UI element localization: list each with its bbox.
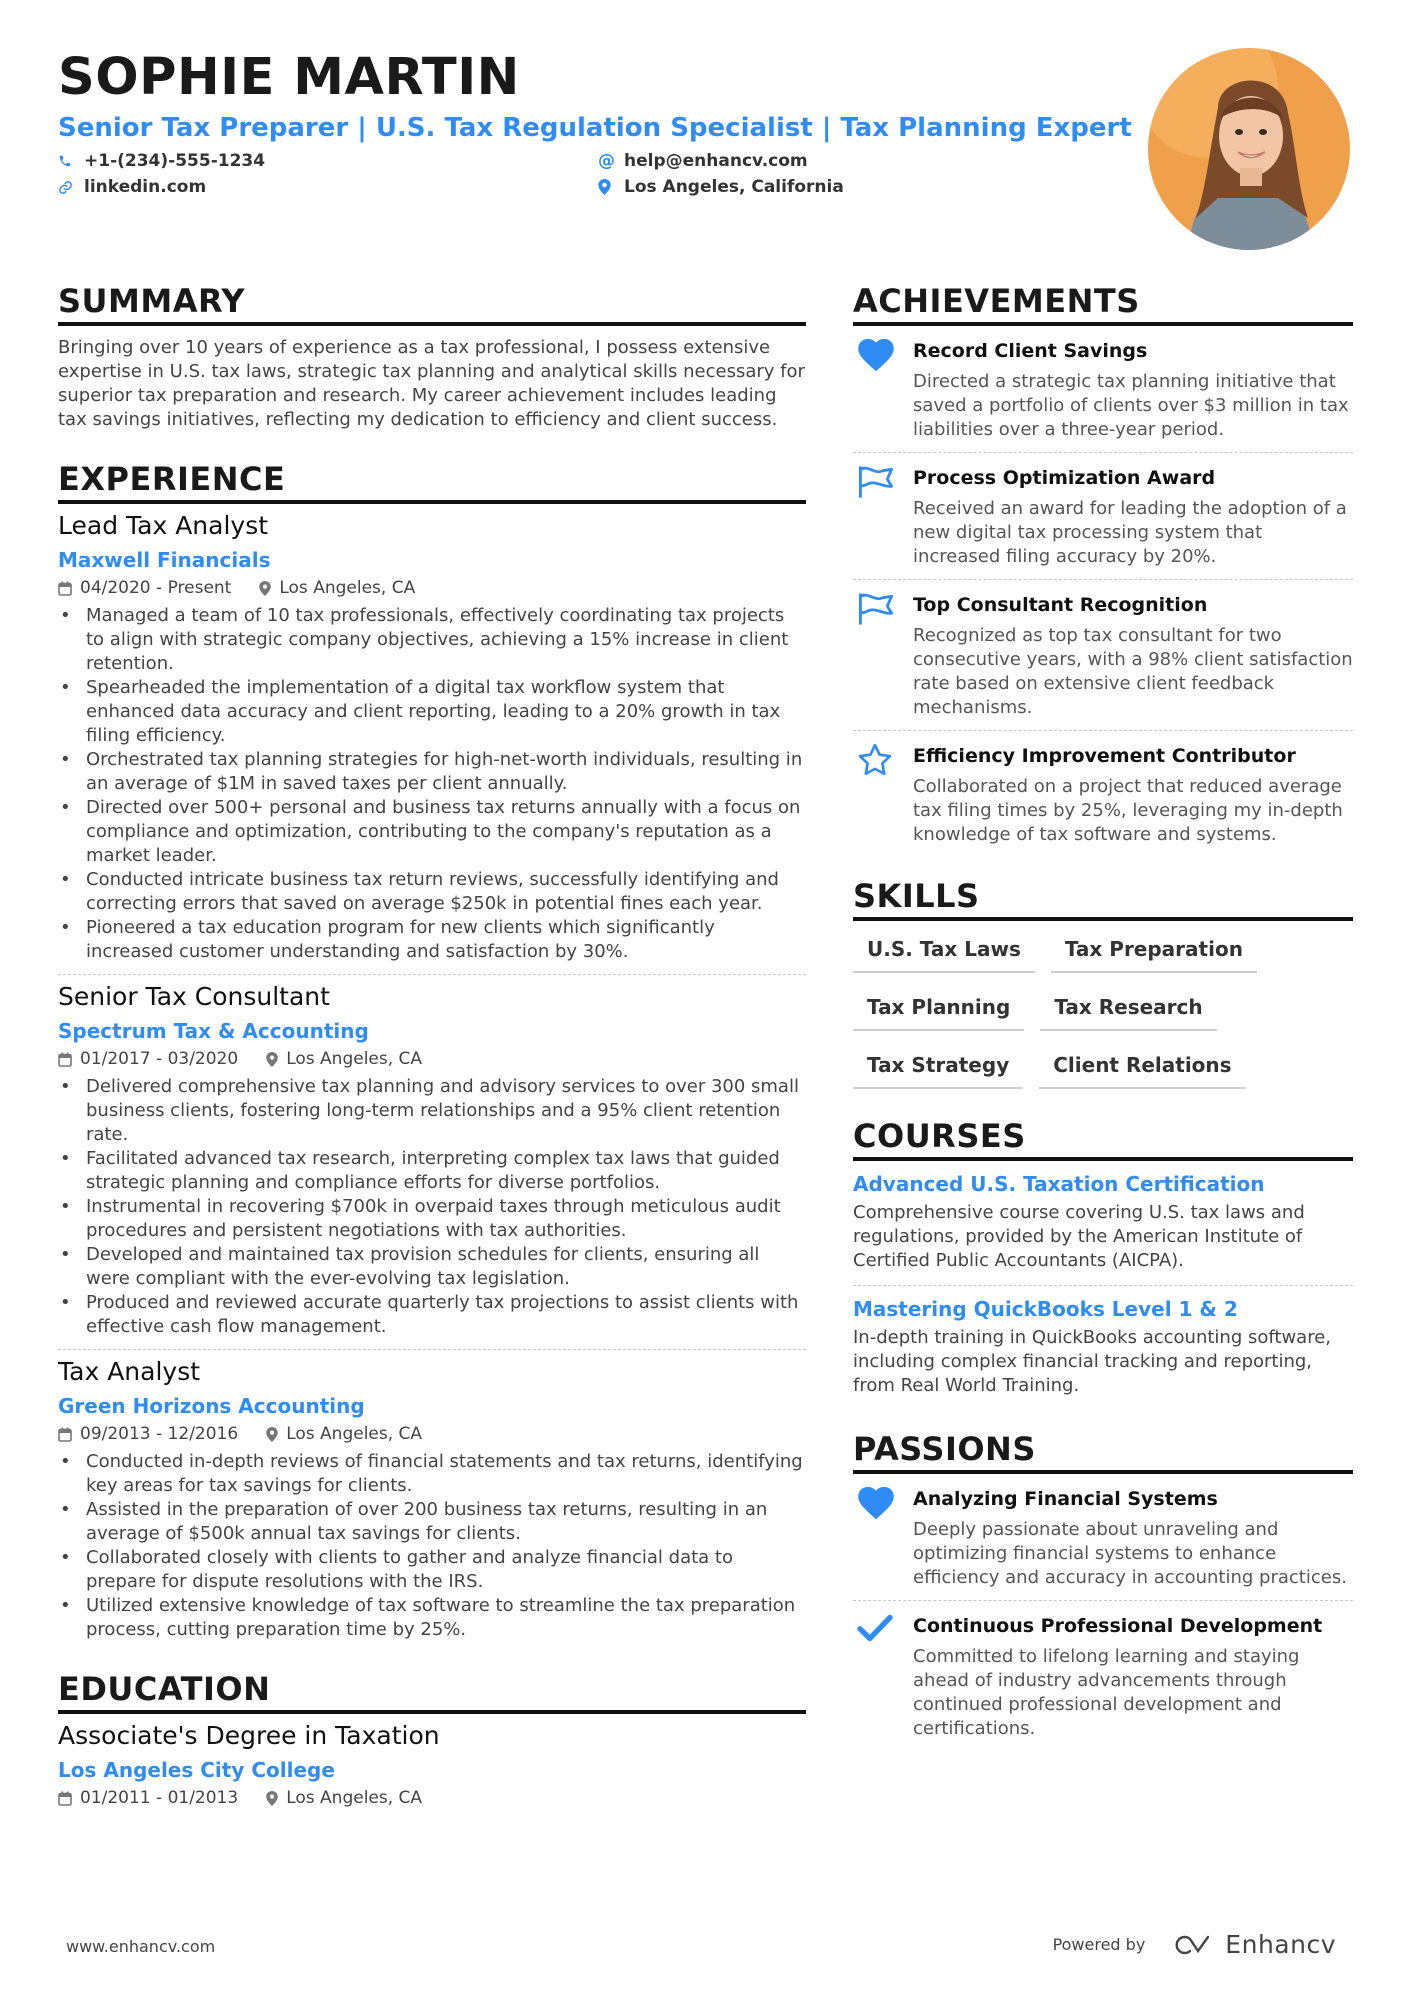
courses-section <box>853 1117 1353 1410</box>
contact-linkedin[interactable] <box>58 176 598 198</box>
profile-photo <box>1148 48 1350 250</box>
powered-by-label: Powered by <box>1052 1935 1146 1954</box>
location-pin-icon <box>266 1791 278 1806</box>
contact-phone <box>58 150 598 172</box>
skills-list <box>853 935 1353 1109</box>
job-title: Tax Analyst <box>58 1357 201 1386</box>
heart-icon <box>853 338 913 442</box>
job-bullets <box>58 604 806 964</box>
bullet-item: • Assisted in the preparation of over 200 business tax returns, resulting in an average of $500k annual tax savings for clients. <box>58 1498 806 1546</box>
brand-logo[interactable] <box>1171 1930 1336 1959</box>
bullet-item: • Orchestrated tax planning strategies for high-net-worth individuals, resulting in an average of $1M in saved taxes per client annually. <box>58 748 806 796</box>
company-name: Spectrum Tax & Accounting <box>58 1019 369 1043</box>
location-text: Los Angeles, California <box>624 177 844 197</box>
course-desc: Comprehensive course covering U.S. tax laws and regulations, provided by the American Institute of Certified Public Accountants (AICPA). <box>853 1202 1305 1271</box>
job-title: Lead Tax Analyst <box>58 511 269 540</box>
bullet-item: • Utilized extensive knowledge of tax software to streamline the tax preparation process, cutting preparation time by 25%. <box>58 1594 806 1642</box>
bullet-item: • Delivered comprehensive tax planning and advisory services to over 300 small business clients, fostering long-term relationships and a 95% client retention rate. <box>58 1075 806 1147</box>
calendar-icon <box>58 1791 72 1806</box>
flag-icon <box>853 465 913 569</box>
experience-section <box>58 460 806 1652</box>
bullet-item: • Collaborated closely with clients to gather and analyze financial data to prepare for dispute resolutions with the IRS. <box>58 1546 806 1594</box>
skill-tag: Tax Planning <box>853 993 1024 1031</box>
calendar-icon <box>58 1052 72 1067</box>
course-title: Mastering QuickBooks Level 1 & 2 <box>853 1297 1238 1321</box>
passion-item <box>853 1601 1353 1751</box>
contact-email[interactable] <box>598 150 998 172</box>
education-meta <box>58 1786 806 1810</box>
school-name: Los Angeles City College <box>58 1758 335 1782</box>
section-title: SUMMARY <box>58 282 806 326</box>
job-bullets <box>58 1075 806 1339</box>
location-pin-icon <box>266 1427 278 1442</box>
job-location: Los Angeles, CA <box>286 1424 423 1444</box>
achievement-title: Process Optimization Award <box>913 467 1216 489</box>
bullet-item: • Conducted intricate business tax return reviews, successfully identifying and correcting errors that saved on average $250k in potential fines each year. <box>58 868 806 916</box>
passion-item <box>853 1474 1353 1601</box>
email-text[interactable]: help@enhancv.com <box>624 151 808 171</box>
passions-section <box>853 1430 1353 1751</box>
skill-tag: Tax Strategy <box>853 1051 1023 1089</box>
passion-desc: Deeply passionate about unraveling and optimizing financial systems to enhance efficiency and accuracy in accounting practices. <box>913 1519 1347 1588</box>
location-pin-icon <box>259 581 271 596</box>
achievement-title: Top Consultant Recognition <box>913 594 1208 616</box>
contact-location <box>598 176 998 198</box>
bullet-item: • Produced and reviewed accurate quarterly tax projections to assist clients with effective cash flow management. <box>58 1291 806 1339</box>
summary-section <box>58 282 806 432</box>
link-icon <box>58 180 80 195</box>
section-title: ACHIEVEMENTS <box>853 282 1353 326</box>
achievement-title: Record Client Savings <box>913 340 1148 362</box>
skill-tag: Client Relations <box>1039 1051 1245 1089</box>
job-entry <box>58 1350 806 1652</box>
achievement-item <box>853 453 1353 580</box>
skill-tag: Tax Research <box>1040 993 1216 1031</box>
section-title: COURSES <box>853 1117 1353 1161</box>
job-title: Senior Tax Consultant <box>58 982 330 1011</box>
job-meta <box>58 576 806 600</box>
education-dates: 01/2011 - 01/2013 <box>80 1788 239 1808</box>
education-section <box>58 1670 806 1820</box>
checkmark-icon <box>853 1613 913 1741</box>
bullet-item: • Directed over 500+ personal and business tax returns annually with a focus on compliance and optimization, contributing to the company's reputation as a market leader. <box>58 796 806 868</box>
passion-title: Continuous Professional Development <box>913 1615 1323 1637</box>
bullet-item: • Facilitated advanced tax research, interpreting complex tax laws that guided strategic planning and compliance efforts for diverse portfolios. <box>58 1147 806 1195</box>
job-dates: 04/2020 - Present <box>80 578 232 598</box>
achievement-desc: Received an award for leading the adoption of a new digital tax processing system that increased filing accuracy by 20%. <box>913 498 1347 567</box>
phone-text: +1-(234)-555-1234 <box>84 151 266 171</box>
at-icon: @ <box>598 151 615 171</box>
job-meta <box>58 1047 806 1071</box>
passion-title: Analyzing Financial Systems <box>913 1488 1218 1510</box>
flag-icon <box>853 592 913 720</box>
achievement-title: Efficiency Improvement Contributor <box>913 745 1296 767</box>
skill-tag: Tax Preparation <box>1051 935 1257 973</box>
job-location: Los Angeles, CA <box>279 578 416 598</box>
star-icon <box>853 743 913 847</box>
course-item <box>853 1286 1353 1410</box>
headline: Senior Tax Preparer | U.S. Tax Regulation Specialist | Tax Planning Expert <box>58 113 1132 143</box>
achievement-desc: Collaborated on a project that reduced average tax filing times by 25%, leveraging my in-depth knowledge of tax software and systems. <box>913 776 1343 845</box>
job-meta <box>58 1422 806 1446</box>
bullet-item: • Spearheaded the implementation of a digital tax workflow system that enhanced data accuracy and client reporting, leading to a 20% growth in tax filing efficiency. <box>58 676 806 748</box>
achievement-item <box>853 731 1353 857</box>
linkedin-text[interactable]: linkedin.com <box>84 177 207 197</box>
course-title: Advanced U.S. Taxation Certification <box>853 1172 1265 1196</box>
job-entry <box>58 975 806 1350</box>
right-column <box>853 282 1353 1848</box>
left-column <box>58 282 806 1848</box>
heart-icon <box>853 1486 913 1590</box>
job-dates: 09/2013 - 12/2016 <box>80 1424 239 1444</box>
section-title: SKILLS <box>853 877 1353 921</box>
degree-title: Associate's Degree in Taxation <box>58 1721 440 1750</box>
brand-name: Enhancv <box>1225 1930 1336 1959</box>
bullet-item: • Managed a team of 10 tax professionals, effectively coordinating tax projects to align with strategic company objectives, achieving a 15% increase in client retention. <box>58 604 806 676</box>
bullet-item: • Instrumental in recovering $700k in overpaid taxes through meticulous audit procedures and persistent negotiations with tax authorities. <box>58 1195 806 1243</box>
section-title: EXPERIENCE <box>58 460 806 504</box>
job-bullets <box>58 1450 806 1642</box>
candidate-name: SOPHIE MARTIN <box>58 48 520 107</box>
footer-branding[interactable] <box>1053 1930 1336 1959</box>
phone-icon <box>58 154 80 168</box>
job-entry <box>58 504 806 975</box>
job-location: Los Angeles, CA <box>286 1049 423 1069</box>
location-pin-icon <box>266 1052 278 1067</box>
achievement-desc: Directed a strategic tax planning initiative that saved a portfolio of clients over $3 million in tax liabilities over a three-year period. <box>913 371 1349 440</box>
education-entry <box>58 1714 806 1820</box>
skills-section <box>853 877 1353 1109</box>
section-title: PASSIONS <box>853 1430 1353 1474</box>
achievement-item <box>853 326 1353 453</box>
job-dates: 01/2017 - 03/2020 <box>80 1049 239 1069</box>
enhancv-logo-icon <box>1171 1934 1217 1956</box>
bullet-item: • Pioneered a tax education program for new clients which significantly increased customer understanding and satisfaction by 30%. <box>58 916 806 964</box>
course-item <box>853 1161 1353 1286</box>
passion-desc: Committed to lifelong learning and staying ahead of industry advancements through continued professional development and certifications. <box>913 1646 1300 1739</box>
education-location: Los Angeles, CA <box>286 1788 423 1808</box>
course-desc: In-depth training in QuickBooks accounting software, including complex financial tracking and reporting, from Real World Training. <box>853 1327 1331 1396</box>
bullet-item: • Developed and maintained tax provision schedules for clients, ensuring all were compliant with the ever-evolving tax legislation. <box>58 1243 806 1291</box>
location-pin-icon <box>598 179 620 195</box>
calendar-icon <box>58 1427 72 1442</box>
achievement-desc: Recognized as top tax consultant for two consecutive years, with a 98% client satisfaction rate based on extensive client feedback mechanisms. <box>913 625 1353 718</box>
company-name: Maxwell Financials <box>58 548 271 572</box>
company-name: Green Horizons Accounting <box>58 1394 365 1418</box>
achievements-section <box>853 282 1353 857</box>
calendar-icon <box>58 581 72 596</box>
achievement-item <box>853 580 1353 731</box>
summary-text: Bringing over 10 years of experience as a tax professional, I possess extensive expertise in U.S. tax laws, strategic tax planning and analytical skills necessary for superior tax preparation and research. My career achievement includes leading tax savings initiatives, reflecting my dedication to efficiency and client success. <box>58 337 805 430</box>
footer-website[interactable]: www.enhancv.com <box>66 1937 216 1956</box>
section-title: EDUCATION <box>58 1670 806 1714</box>
bullet-item: • Conducted in-depth reviews of financial statements and tax returns, identifying key areas for tax savings for clients. <box>58 1450 806 1498</box>
skill-tag: U.S. Tax Laws <box>853 935 1035 973</box>
